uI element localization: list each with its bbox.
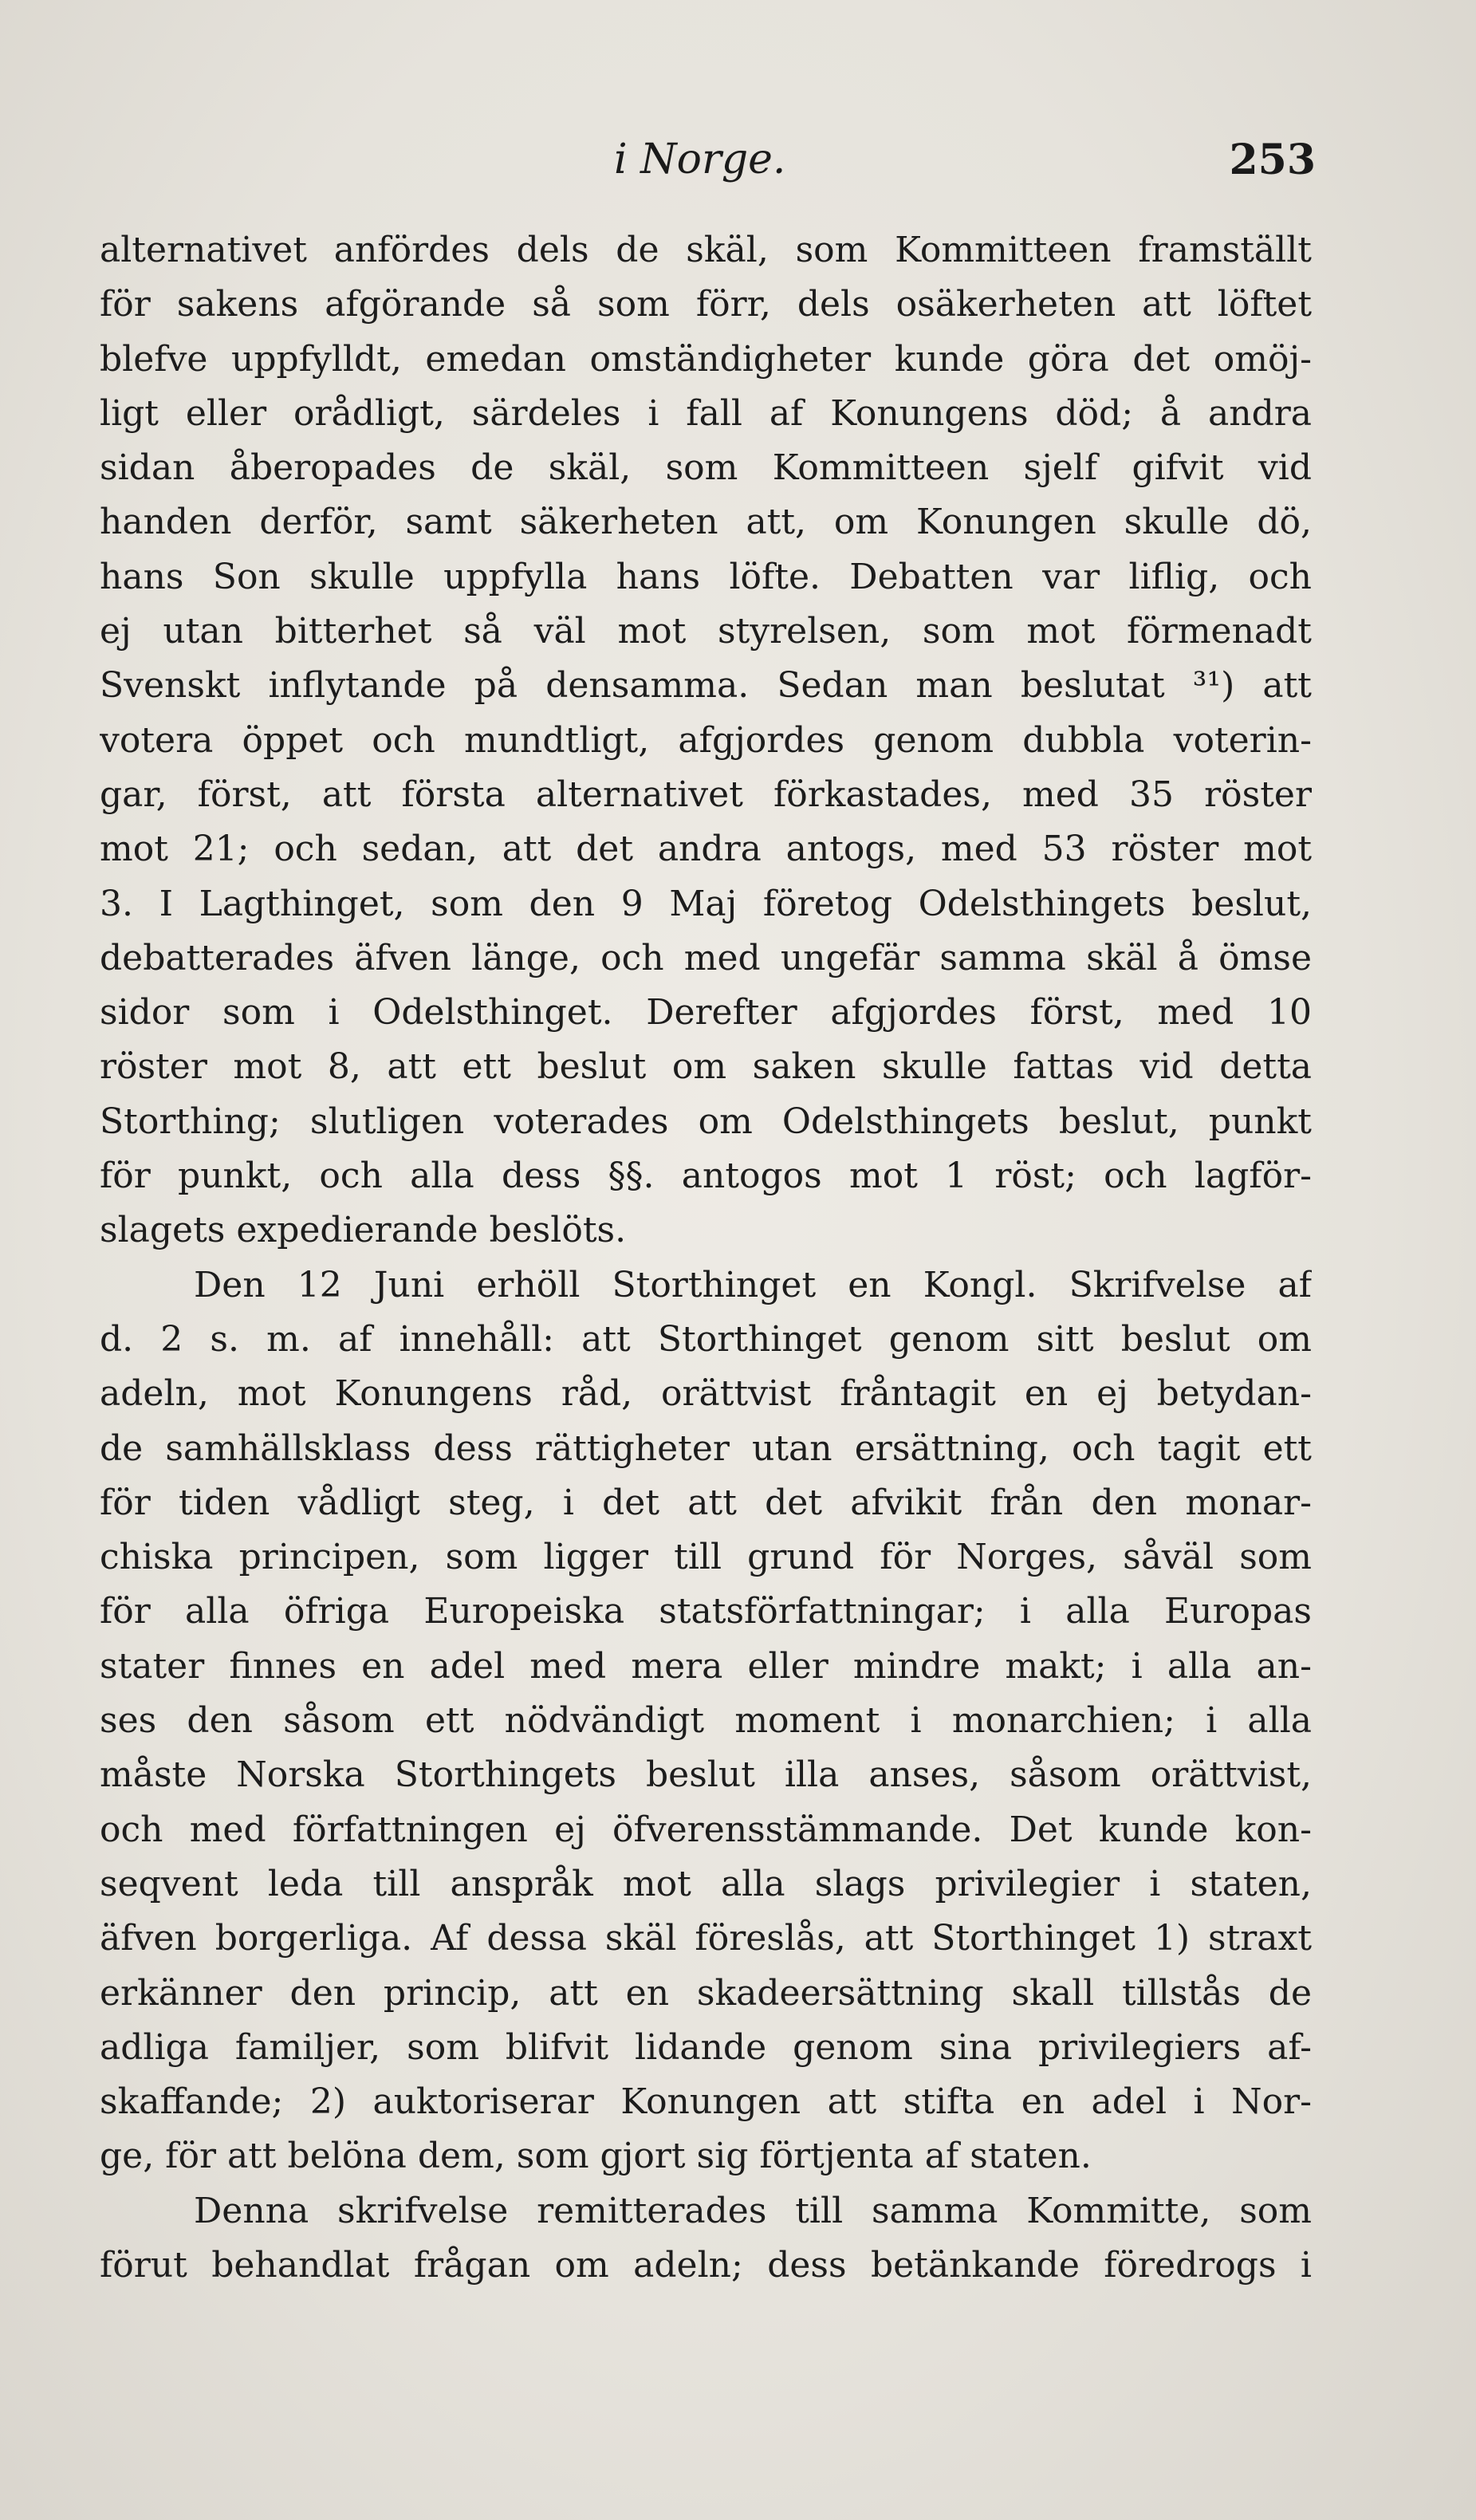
page-number: 253 [1229, 136, 1316, 184]
text-line: Den 12 Juni erhöll Storthinget en Kongl. Skrifvelse af [194, 1264, 1312, 1305]
text-line: stater finnes en adel med mera eller mindre makt; i alla an- [100, 1645, 1312, 1687]
text-line: måste Norska Storthingets beslut illa anses, såsom orättvist, [100, 1754, 1312, 1796]
running-head: i Norge. [614, 136, 786, 183]
text-line: Storthing; slutligen voterades om Odelsthingets beslut, punkt [100, 1101, 1312, 1142]
text-line: mot 21; och sedan, att det andra antogs, med 53 röster mot [100, 829, 1312, 870]
text-line: erkänner den princip, att en skadeersättning skall tillstås de [100, 1972, 1312, 2014]
text-line: och med författningen ej öfverensstämmande. Det kunde kon- [100, 1809, 1312, 1850]
page-body [100, 223, 1312, 2293]
text-line: för punkt, och alla dess §§. antogos mot 1 röst; och lagför- [100, 1156, 1312, 1197]
text-line: adeln, mot Konungens råd, orättvist fråntagit en ej betydan- [100, 1373, 1312, 1415]
text-line: Svenskt inflytande på densamma. Sedan man beslutat ³¹) att [100, 665, 1312, 707]
text-line: alternativet anfördes dels de skäl, som Kommitteen framställt [100, 230, 1312, 270]
text-line: röster mot 8, att ett beslut om saken skulle fattas vid detta [100, 1046, 1312, 1088]
text-line: de samhällsklass dess rättigheter utan ersättning, och tagit ett [100, 1427, 1312, 1469]
text-line: handen derför, samt säkerheten att, om Konungen skulle dö, [100, 502, 1312, 543]
text-line: förut behandlat frågan om adeln; dess betänkande föredrogs i [100, 2244, 1312, 2286]
text-line: gar, först, att första alternativet förkastades, med 35 röster [100, 774, 1312, 815]
page-header [96, 136, 1316, 199]
text-line: för sakens afgörande så som förr, dels osäkerheten att löftet [100, 284, 1312, 325]
text-line: sidor som i Odelsthinget. Derefter afgjordes först, med 10 [100, 992, 1312, 1034]
text-line: 3. I Lagthinget, som den 9 Maj företog Odelsthingets beslut, [100, 883, 1312, 924]
text-line: debatterades äfven länge, och med ungefär samma skäl å ömse [100, 937, 1312, 978]
text-line: för tiden vådligt steg, i det att det afvikit från den monar- [100, 1482, 1312, 1523]
text-line: votera öppet och mundtligt, afgjordes genom dubbla voterin- [100, 719, 1312, 761]
text-line: skaffande; 2) auktoriserar Konungen att stifta en adel i Nor- [100, 2081, 1312, 2123]
text-line: ligt eller orådligt, särdeles i fall af Konungens död; å andra [100, 392, 1312, 434]
text-line: för alla öfriga Europeiska statsförfattningar; i alla Europas [100, 1591, 1312, 1632]
text-line: d. 2 s. m. af innehåll: att Storthinget genom sitt beslut om [100, 1318, 1312, 1360]
text-line: chiska principen, som ligger till grund för Norges, såväl som [100, 1537, 1312, 1578]
text-line: ses den såsom ett nödvändigt moment i monarchien; i alla [100, 1700, 1312, 1742]
text-line: adliga familjer, som blifvit lidande genom sina privilegiers af- [100, 2026, 1312, 2068]
text-line: ej utan bitterhet så väl mot styrelsen, som mot förmenadt [100, 611, 1312, 652]
text-line: seqvent leda till anspråk mot alla slags privilegier i staten, [100, 1863, 1312, 1904]
text-line: äfven borgerliga. Af dessa skäl föreslås, att Storthinget 1) straxt [100, 1918, 1312, 1959]
text-line: blefve uppfylldt, emedan omständigheter kunde göra det omöj- [100, 338, 1312, 380]
text-line: slagets expedierande beslöts. [100, 1210, 627, 1251]
text-line: ge, för att belöna dem, som gjort sig förtjenta af staten. [100, 2136, 1092, 2177]
text-line: sidan åberopades de skäl, som Kommitteen sjelf gifvit vid [100, 447, 1312, 489]
text-line: hans Son skulle uppfylla hans löfte. Debatten var liflig, och [100, 556, 1312, 597]
text-line: Denna skrifvelse remitterades till samma Kommitte, som [194, 2190, 1312, 2231]
